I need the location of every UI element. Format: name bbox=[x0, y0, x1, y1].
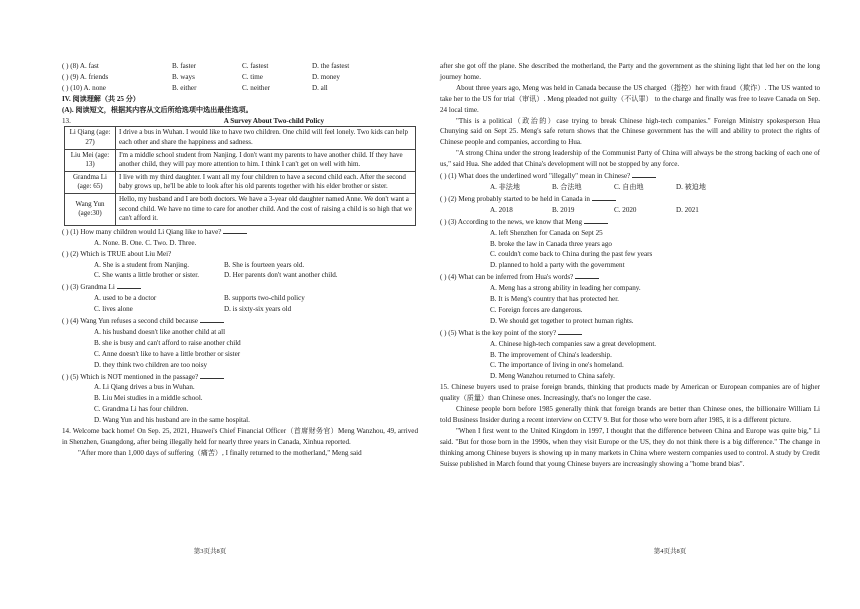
q5-a: A. Li Qiang drives a bus in Wuhan. bbox=[94, 383, 195, 392]
section-instruction: (A). 阅读短文，根据其内容从文后所给选项中选出最佳选项。 bbox=[62, 105, 253, 114]
q5-stem: ( ) (5) Which is NOT mentioned in the passage? bbox=[62, 372, 199, 381]
q10-b: B. either bbox=[172, 83, 197, 92]
survey-q3 bbox=[62, 281, 418, 293]
q2-options-ab bbox=[62, 260, 418, 271]
answer-blank bbox=[592, 193, 616, 201]
survey-title: A Survey About Two-child Policy bbox=[223, 116, 324, 125]
r2-stem: ( ) (2) Meng probably started to be held in Canada in bbox=[440, 194, 590, 203]
r2-options bbox=[440, 205, 820, 216]
question-10 bbox=[62, 83, 418, 94]
respondent-answer: I'm a middle school student from Nanjing. I don't want my parents to have another child. If they have another child, they will pay more attention to him. I think I can't get on well with him. bbox=[116, 149, 416, 171]
q14-paragraph-5: "This is a political（政治的）case trying to break Chinese high-tech companies." Foreign Ministry spokesperson Hua Chunying said on Sept 25. Meng's safe return shows that the Chinese government has the will and ability to protect the rights of Chinese people and companies, according to Hua. bbox=[440, 116, 820, 147]
q3-c: C. lives alone bbox=[94, 305, 133, 314]
q8-d: D. the fastest bbox=[312, 62, 350, 70]
answer-blank bbox=[584, 216, 608, 224]
r2-b: B. 2019 bbox=[552, 205, 575, 214]
q10-d: D. all bbox=[312, 83, 328, 92]
q9-a: ( ) (9) A. friends bbox=[62, 72, 109, 81]
r5-stem: ( ) (5) What is the key point of the story? bbox=[440, 328, 557, 337]
q10-a: ( ) (10) A. none bbox=[62, 83, 106, 92]
q9-d: D. money bbox=[312, 72, 340, 81]
r3-c: C. couldn't come back to China during the past few years bbox=[490, 250, 653, 259]
section-title: IV. 阅读理解（共 25 分） bbox=[62, 94, 140, 103]
r1-c: C. 自由地 bbox=[614, 182, 644, 191]
survey-q2-stem: ( ) (2) Which is TRUE about Liu Mei? bbox=[62, 249, 172, 258]
respondent-answer: I live with my third daughter. I want all my four children to have a second child each. After the second baby grows up, he'll be able to look after his old parents together with his elder brother or sister. bbox=[116, 171, 416, 193]
r3-b: B. broke the law in Canada three years ago bbox=[490, 239, 612, 248]
r4-c: C. Foreign forces are dangerous. bbox=[490, 305, 583, 314]
answer-blank bbox=[117, 281, 141, 289]
r3-d: D. planned to hold a party with the government bbox=[490, 261, 625, 270]
q2-d: D. Her parents don't want another child. bbox=[224, 271, 338, 280]
q4-c: C. Anne doesn't like to have a little brother or sister bbox=[94, 349, 241, 358]
news-q1 bbox=[440, 170, 820, 182]
news-q4 bbox=[440, 271, 820, 283]
q8-b: B. faster bbox=[172, 62, 197, 70]
q15-paragraph-1: 15. Chinese buyers used to praise foreign brands, thinking that products made by American or European companies are of higher quality（质量）than Chinese ones. Increasingly, that's no longer the case. bbox=[440, 383, 820, 403]
q10-c: C. neither bbox=[242, 83, 270, 92]
q4-stem: ( ) (4) Wang Yun refuses a second child because bbox=[62, 317, 198, 326]
q2-b: B. She is fourteen years old. bbox=[224, 260, 305, 269]
q3-b: B. supports two-child policy bbox=[224, 294, 305, 303]
r1-a: A. 非法地 bbox=[490, 182, 520, 191]
answer-blank bbox=[575, 271, 599, 279]
q3-options-ab bbox=[62, 293, 418, 304]
question-9 bbox=[62, 72, 418, 83]
r5-b: B. The improvement of China's leadership. bbox=[490, 350, 612, 359]
q8-c: C. fastest bbox=[242, 62, 269, 70]
r2-d: D. 2021 bbox=[676, 205, 699, 214]
q14-paragraph-3: after she got off the plane. She described the motherland, the Party and the government as the shining light that led her on the long journey home. bbox=[440, 62, 820, 81]
r1-options bbox=[440, 182, 820, 193]
news-q5 bbox=[440, 327, 820, 339]
answer-blank bbox=[632, 170, 656, 178]
survey-q4 bbox=[62, 315, 418, 327]
q4-d: D. they think two children are too noisy bbox=[94, 360, 208, 369]
r1-stem: ( ) (1) What does the underlined word "illegally" mean in Chinese? bbox=[440, 172, 631, 181]
right-column bbox=[440, 61, 820, 470]
r3-stem: ( ) (3) According to the news, we know that Meng bbox=[440, 217, 583, 226]
page-footer-left: 第3页共8页 bbox=[193, 548, 227, 555]
right-page bbox=[430, 0, 860, 609]
q8-a: ( ) (8) A. fast bbox=[62, 62, 99, 70]
q3-stem: ( ) (3) Grandma Li bbox=[62, 283, 115, 292]
r5-d: D. Meng Wanzhou returned to China safely. bbox=[490, 372, 615, 381]
q1-stem: ( ) (1) How many children would Li Qiang like to have? bbox=[62, 227, 222, 236]
respondent-name: Wang Yun (age:30) bbox=[65, 194, 116, 226]
news-q2 bbox=[440, 193, 820, 205]
r2-a: A. 2018 bbox=[490, 205, 513, 214]
q3-d: D. is sixty-six years old bbox=[224, 305, 292, 314]
respondent-answer: Hello, my husband and I are both doctors. We have a 3-year old daughter named Anne. We don't want a second child. We have no time to care for another child. And the cost of raising a child is so high that we can't afford it. bbox=[116, 194, 416, 226]
q15-paragraph-2: Chinese people born before 1985 generally think that foreign brands are better than Chinese ones, the billionaire William Li told Business Insider during a recent interview on CCTV 9. But for those who were born after 1985, it is a different picture. bbox=[440, 405, 820, 424]
r4-stem: ( ) (4) What can be inferred from Hua's words? bbox=[440, 273, 574, 282]
q14-paragraph-2: "After more than 1,000 days of suffering（痛苦）, I finally returned to the motherland," Meng said bbox=[78, 448, 362, 457]
q14-paragraph-4: About three years ago, Meng was held in Canada because the US charged（指控）her with fraud（欺诈）. The US wanted to take her to the US for trial（审讯）. Meng pleaded not guilty（不认罪） to the charge and finally was free to leave Canada on Sep. 24 local time. bbox=[440, 83, 820, 114]
r1-b: B. 合法地 bbox=[552, 182, 582, 191]
answer-blank bbox=[223, 226, 247, 234]
q3-a: A. used to be a doctor bbox=[94, 294, 157, 303]
q1-options: A. None. B. One. C. Two. D. Three. bbox=[94, 238, 197, 247]
r5-a: A. Chinese high-tech companies saw a great development. bbox=[490, 339, 657, 348]
table-row bbox=[65, 127, 416, 149]
table-row bbox=[65, 171, 416, 193]
page-footer-right: 第4页共8页 bbox=[653, 548, 687, 555]
q2-a: A. She is a student from Nanjing. bbox=[94, 260, 189, 269]
survey-q1 bbox=[62, 226, 418, 238]
q5-b: B. Liu Mei studies in a middle school. bbox=[94, 394, 203, 403]
q14-paragraph-6: "A strong China under the strong leadership of the Communist Party of China will always be the strong backing of each one of us," said Hua. She added that China's development will not be stopped by any force. bbox=[440, 149, 820, 169]
r2-c: C. 2020 bbox=[614, 205, 637, 214]
answer-blank bbox=[558, 327, 582, 335]
r4-a: A. Meng has a strong ability in leading her company. bbox=[490, 284, 641, 293]
table-row bbox=[65, 194, 416, 226]
survey-q5 bbox=[62, 371, 418, 383]
r3-a: A. left Shenzhen for Canada on Sept 25 bbox=[490, 228, 603, 237]
q9-b: B. ways bbox=[172, 72, 195, 81]
answer-blank bbox=[200, 371, 224, 379]
q14-paragraph-1: 14. Welcome back home! On Sep. 25, 2021, Huawei's Chief Financial Officer（首席财务官）Meng Wanzhou, 49, arrived in Shenzhen, Guangdong, after being illegally held for nearly three years in Canada, Xinhua reported. bbox=[62, 427, 418, 446]
q4-a: A. his husband doesn't like another child at all bbox=[94, 327, 226, 336]
survey-header bbox=[62, 116, 414, 127]
answer-blank bbox=[200, 315, 224, 323]
q9-c: C. time bbox=[242, 72, 263, 81]
respondent-name: Liu Mei (age: 13) bbox=[65, 149, 116, 171]
q5-d: D. Wang Yun and his husband are in the same hospital. bbox=[94, 416, 250, 425]
respondent-answer: I drive a bus in Wuhan. I would like to have two children. One child will feel lonely. Two kids can help each other and share the happiness and sadness. bbox=[116, 127, 416, 149]
r5-c: C. The importance of living in one's homeland. bbox=[490, 361, 624, 370]
news-q3 bbox=[440, 216, 820, 228]
q13-number: 13. bbox=[62, 116, 71, 125]
left-column bbox=[62, 61, 418, 459]
respondent-name: Li Qiang (age: 27) bbox=[65, 127, 116, 149]
q3-options-cd bbox=[62, 304, 418, 315]
q4-b: B. she is busy and can't afford to raise another child bbox=[94, 338, 241, 347]
r4-b: B. It is Meng's country that has protected her. bbox=[490, 295, 619, 304]
q15-paragraph-3: "When I first went to the United Kingdom in 1997, I thought that the difference between China and Europe was quite big," Li said. "But for those born in the 1990s, when they visit Europe or the US, they do not think there is a big difference." The change in thinking among Chinese buyers is showing up in many markets in China where western companies used to control. A study by Credit Suisse published in March found that young Chinese buyers are increasingly showing a "home brand bias". bbox=[440, 426, 820, 468]
question-8 bbox=[62, 61, 418, 72]
r1-d: D. 被迫地 bbox=[676, 182, 706, 191]
table-row bbox=[65, 149, 416, 171]
q2-c: C. She wants a little brother or sister. bbox=[94, 271, 200, 280]
survey-table bbox=[64, 126, 416, 225]
r4-d: D. We should get together to protect human rights. bbox=[490, 316, 634, 325]
respondent-name: Grandma Li (age: 65) bbox=[65, 171, 116, 193]
q5-c: C. Grandma Li has four children. bbox=[94, 405, 189, 414]
q2-options-cd bbox=[62, 270, 418, 281]
